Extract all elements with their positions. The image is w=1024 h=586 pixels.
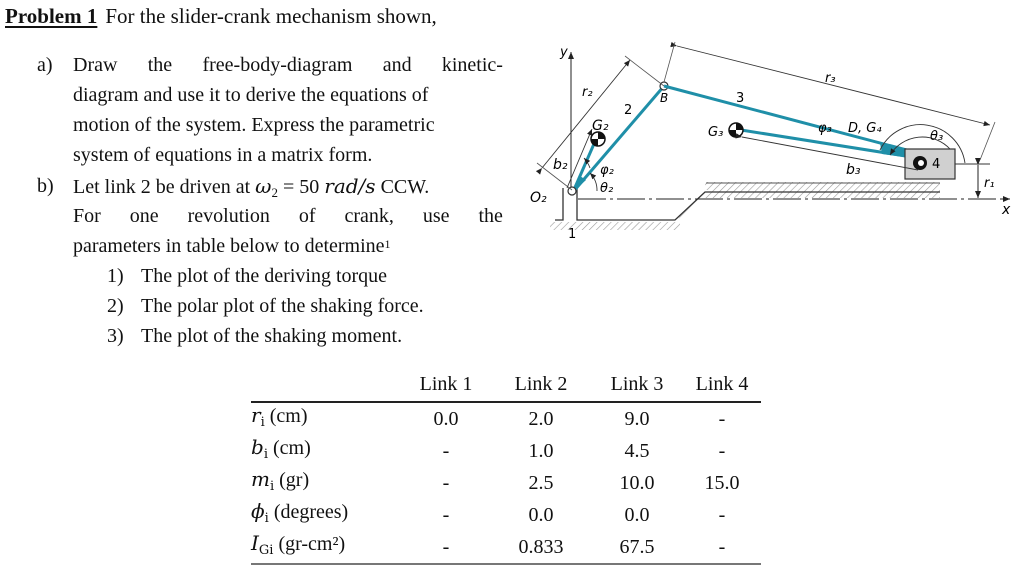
subscript: i [264,511,269,526]
centroid-g2-icon [591,132,605,146]
row-label [251,531,401,564]
problem-heading [5,4,437,29]
table-row [251,435,761,467]
label-b2: b₂ [553,157,568,173]
symbol: r [251,403,261,427]
cell: - [442,503,450,526]
unit: (cm) [264,405,308,427]
header-blank [251,371,401,402]
omega-unit: rad/s [324,174,376,198]
column-header: Link 4 [695,372,749,395]
footnote-mark: 1 [384,237,391,251]
cell: - [718,439,726,462]
word: kinetic- [441,54,503,76]
problem-label: Problem 1 [5,4,98,28]
cell: 0.0 [433,407,459,430]
omega-symbol: ω [255,174,272,198]
cell: 15.0 [704,471,740,494]
subscript: i [260,415,265,430]
cell: - [718,407,726,430]
x-axis-label: x [1002,202,1011,218]
row-label [251,467,401,499]
cell: 10.0 [619,471,655,494]
item-number: 3) [107,325,124,347]
word: For [73,205,101,227]
unit: (gr-cm²) [273,533,346,555]
label-ground-1: 1 [568,227,577,240]
unit: (gr) [274,469,310,491]
table-row [251,531,761,564]
cell: 2.5 [528,471,554,494]
symbol: m [251,467,270,491]
cell: 1.0 [528,439,554,462]
row-label [251,402,401,435]
part-a-line-1 [73,50,503,80]
column-header: Link 1 [419,372,473,395]
label-theta3: θ₃ [930,129,944,144]
omega-value: = 50 [277,176,325,198]
part-b-marker: b) [37,175,54,197]
label-theta2: θ₂ [600,181,614,196]
item-text: The plot of the shaking moment. [141,325,403,347]
label-link-4: 4 [932,157,941,172]
label-r1: r₁ [984,176,995,191]
omega-subscript: 2 [271,185,278,200]
label-g2: G₂ [592,118,609,134]
label-b3: b₃ [846,162,861,178]
table-row [251,402,761,435]
table-header-row [251,371,761,402]
parameter-table [251,371,761,565]
word: crank, [344,205,394,227]
cell: 0.0 [528,503,554,526]
y-axis-label: y [560,45,568,60]
item-text: The polar plot of the shaking force. [141,295,424,317]
cell: - [718,503,726,526]
word: Draw [73,54,118,76]
cell: - [442,439,450,462]
centroid-g3-icon [729,123,743,137]
slider-block-4 [905,149,955,179]
task-item-2 [107,291,424,321]
row-label [251,499,401,531]
link-2-crank [573,86,664,192]
column-header: Link 3 [610,372,664,395]
cell: - [442,535,450,558]
word: and [382,54,412,76]
word: revolution [187,205,270,227]
word: the [147,54,173,76]
word: of [298,205,316,227]
part-b-line-3 [73,231,391,261]
part-a-line-3: motion of the system. Express the parametric [73,114,435,136]
text: Let link 2 be driven at [73,176,256,198]
word: the [478,205,503,227]
cell: 2.0 [528,407,554,430]
symbol: b [251,435,264,459]
label-b: B [660,91,669,105]
slider-crank-diagram [520,30,1024,240]
part-a-line-4: system of equations in a matrix form. [73,144,373,166]
column-header: Link 2 [514,372,568,395]
cell: 4.5 [624,439,650,462]
cell: 0.0 [624,503,650,526]
label-d-g4: D, G₄ [848,121,882,136]
problem-intro: For the slider-crank mechanism shown, [105,4,437,28]
symbol: I [251,531,259,555]
subscript: Gi [258,543,274,558]
task-item-3 [107,321,402,351]
word: free-body-diagram [202,54,353,76]
word: use [422,205,450,227]
label-link-2: 2 [624,103,633,118]
item-text: The plot of the deriving torque [141,265,388,287]
text: CCW. [375,176,430,198]
table-row [251,467,761,499]
unit: (cm) [267,437,311,459]
row-label [251,435,401,467]
cell: 9.0 [624,407,650,430]
cell: 0.833 [518,535,564,558]
item-number: 1) [107,265,124,287]
label-phi3: φ₃ [818,121,832,136]
label-r2: r₂ [582,85,593,100]
unit: (degrees) [268,501,349,523]
part-b-line-2 [73,201,503,231]
label-link-3: 3 [736,91,745,106]
label-o2: O₂ [530,190,547,206]
subscript: i [269,479,275,494]
label-phi2: φ₂ [600,163,614,178]
word: one [129,205,159,227]
item-number: 2) [107,295,124,317]
table-row [251,499,761,531]
label-g3: G₃ [708,125,724,140]
cell: - [442,471,450,494]
part-a-line-2: diagram and use it to derive the equations of [73,84,429,106]
subscript: i [263,447,268,462]
symbol: ϕ [251,499,265,523]
cell: - [718,535,726,558]
part-a-marker: a) [37,54,53,76]
text: parameters in table below to determine [73,235,385,257]
label-r3: r₃ [825,71,836,86]
cell: 67.5 [619,535,655,558]
task-item-1 [107,261,387,291]
